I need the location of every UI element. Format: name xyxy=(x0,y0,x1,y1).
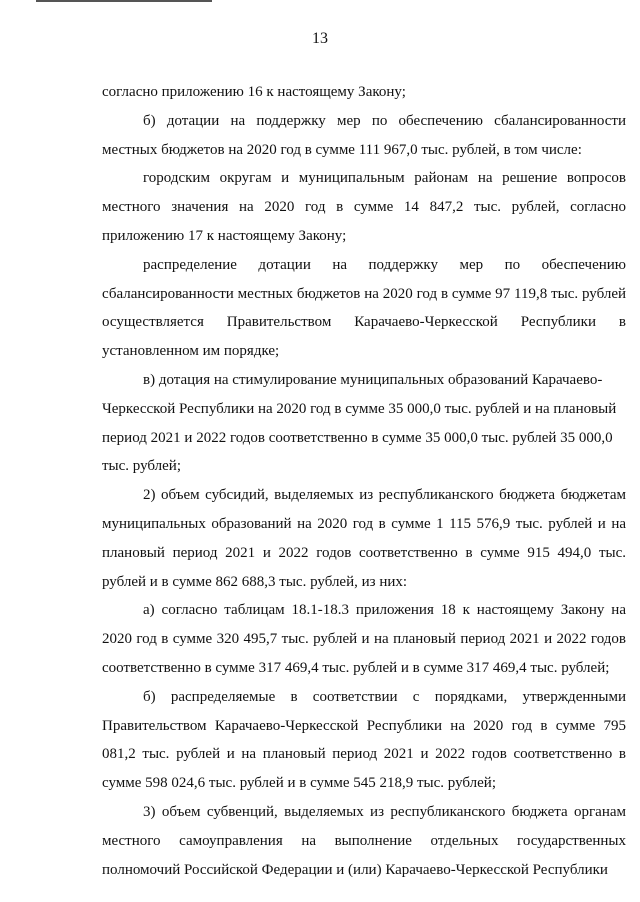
paragraph-5: в) дотация на стимулирование муниципальных образований Карачаево-Черкесской Республики на 2020 год в сумме 35 000,0 тыс. рублей и на плановый период 2021 и 2022 годов соответственно в сумме 35 000,0 тыс. рублей 35 000,0 тыс. рублей; xyxy=(102,371,617,475)
paragraph-3: городским округам и муниципальным районам на решение вопросов местного значения на 2020 год в сумме 14 847,2 тыс. рублей, согласно приложению 17 к настоящему Закону; xyxy=(102,170,626,244)
paragraph-2: б) дотации на поддержку мер по обеспечению сбалансированности местных бюджетов на 2020 год в сумме 111 967,0 тыс. рублей, в том числе: xyxy=(102,112,626,158)
paragraph-7: а) согласно таблицам 18.1-18.3 приложения 18 к настоящему Закону на 2020 год в сумме 320 495,7 тыс. рублей и на плановый период 2021 и 2022 годов соответственно в сумме 317 469,4 тыс. рублей и в сумме 317 469,4 тыс. рублей; xyxy=(102,602,626,676)
document-body xyxy=(102,78,626,884)
page-number: 13 xyxy=(312,30,328,47)
scan-edge-mark xyxy=(36,0,212,2)
paragraph-8: б) распределяемые в соответствии с порядками, утвержденными Правительством Карачаево-Черкесской Республики на 2020 год в сумме 795 081,2 тыс. рублей и на плановый период 2021 и 2022 годов соответственно в сумме 598 024,6 тыс. рублей и в сумме 545 218,9 тыс. рублей; xyxy=(102,688,626,792)
paragraph-9: 3) объем субвенций, выделяемых из республиканского бюджета органам местного самоуправления на выполнение отдельных государственных полномочий Российской Федерации и (или) Карачаево-Черкесской Республики xyxy=(102,803,626,878)
paragraph-6: 2) объем субсидий, выделяемых из республиканского бюджета бюджетам муниципальных образований на 2020 год в сумме 1 115 576,9 тыс. рублей и на плановый период 2021 и 2022 годов соответственно в сумме 915 494,0 тыс. рублей и в сумме 862 688,3 тыс. рублей, из них: xyxy=(102,487,626,590)
paragraph-4: распределение дотации на поддержку мер по обеспечению сбалансированности местных бюджетов на 2020 год в сумме 97 119,8 тыс. рублей осуществляется Правительством Карачаево-Черкесской Республики в установленном им порядке; xyxy=(102,256,626,360)
paragraph-1: согласно приложению 16 к настоящему Закону; xyxy=(102,84,406,100)
